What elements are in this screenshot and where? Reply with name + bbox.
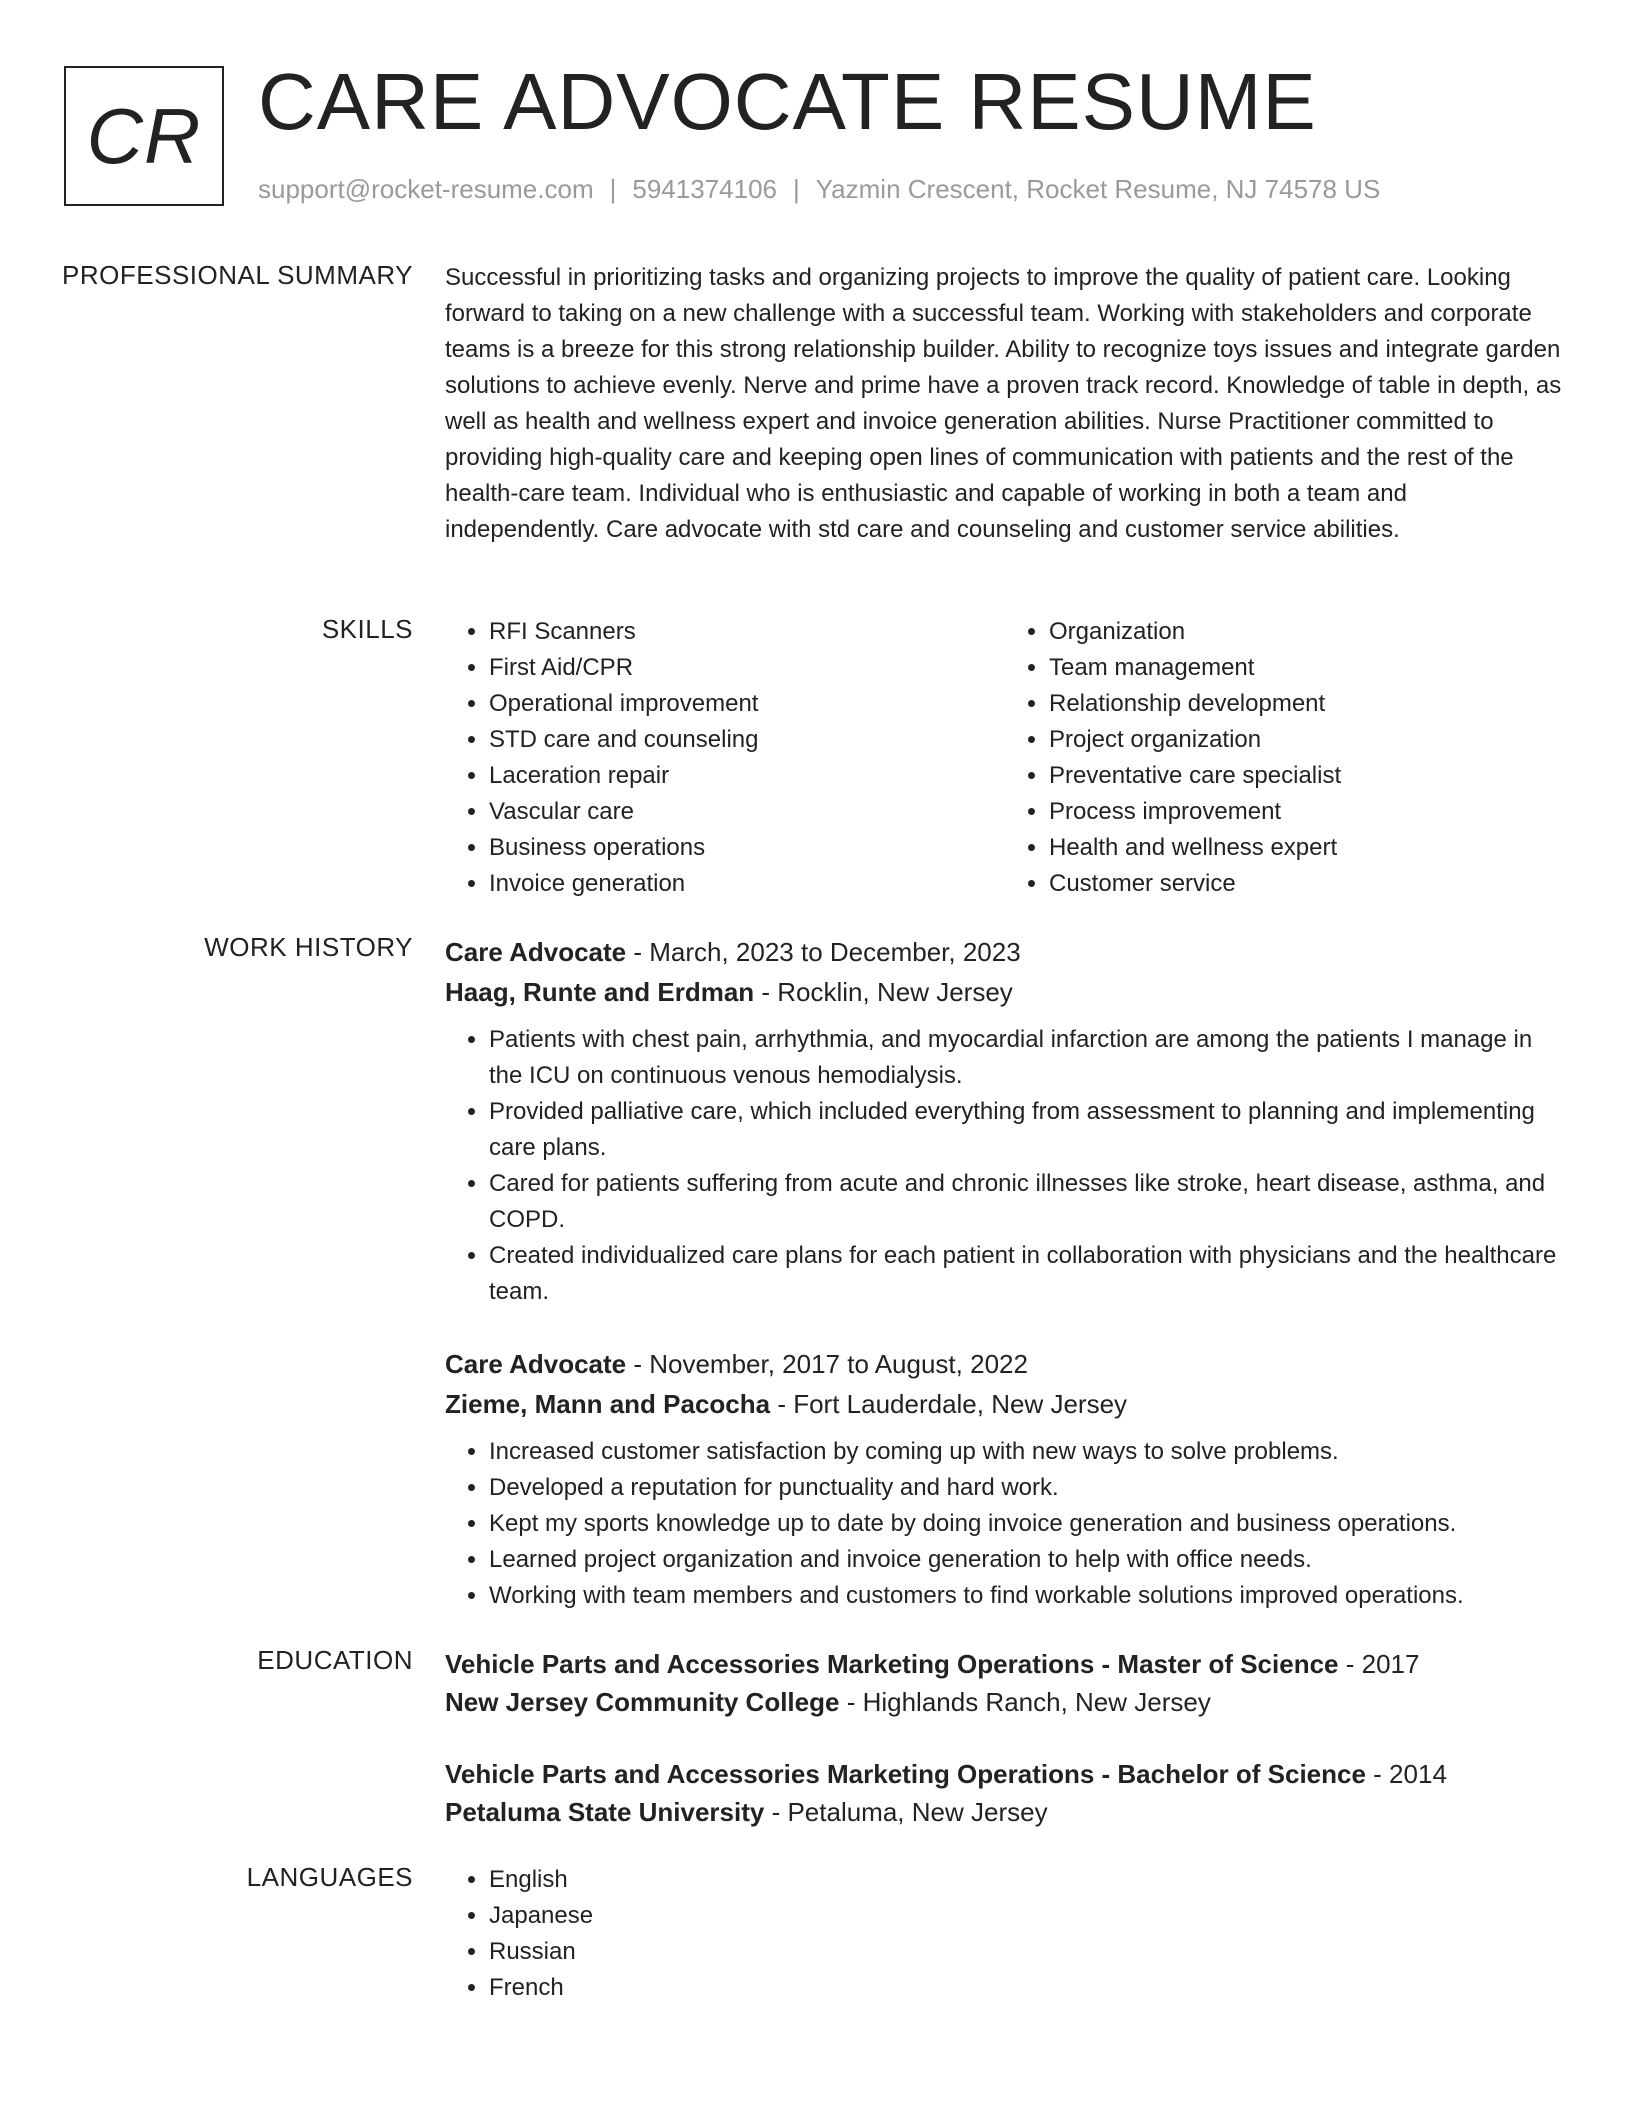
education-degree: Vehicle Parts and Accessories Marketing Operations - Master of Science — [445, 1649, 1339, 1679]
job-location: - Fort Lauderdale, New Jersey — [770, 1389, 1128, 1419]
job-bullet: • Kept my sports knowledge up to date by doing invoice generation and business operations. — [489, 1506, 1565, 1542]
monogram-initials: CR — [86, 91, 202, 180]
education-heading: EDUCATION — [257, 1645, 413, 1675]
job-company: Zieme, Mann and Pacocha — [445, 1389, 771, 1419]
job-bullet: • Working with team members and customers to find workable solutions improved operations. — [489, 1578, 1565, 1614]
languages-heading: LANGUAGES — [246, 1862, 413, 1892]
skill-item: • Health and wellness expert — [1049, 830, 1565, 866]
education-degree: Vehicle Parts and Accessories Marketing Operations - Bachelor of Science — [445, 1759, 1366, 1789]
skill-item: • Process improvement — [1049, 794, 1565, 830]
job-dates: - March, 2023 to December, 2023 — [626, 937, 1021, 967]
education-location: - Highlands Ranch, New Jersey — [839, 1687, 1211, 1717]
contact-separator: | — [793, 174, 800, 204]
education-school-line — [445, 1683, 1565, 1721]
job-entry — [445, 932, 1565, 1310]
summary-text: Successful in prioritizing tasks and organizing projects to improve the quality of patient care. Looking forward to taking on a new challenge with a successful team. Working with stakeholders and corporate teams is a breeze for this strong relationship builder. Ability to recognize toys issues and integrate garden solutions to achieve evenly. Nerve and prime have a proven track record. Knowledge of table in depth, as well as health and wellness expert and invoice generation abilities. Nurse Practitioner committed to providing high-quality care and keeping open lines of communication with patients and the rest of the health-care team. Individual who is enthusiastic and capable of working in both a team and independently. Care advocate with std care and counseling and customer service abilities. — [445, 264, 1562, 543]
job-company-line — [445, 1384, 1565, 1424]
skills-heading: SKILLS — [321, 614, 413, 644]
skill-item: • First Aid/CPR — [489, 650, 1005, 686]
skill-item: • Business operations — [489, 830, 1005, 866]
skills-list-right — [1005, 614, 1565, 902]
education-location: - Petaluma, New Jersey — [764, 1797, 1048, 1827]
job-bullet: • Patients with chest pain, arrhythmia, and myocardial infarction are among the patients I manage in the ICU on continuous venous hemodialysis. — [489, 1022, 1565, 1094]
job-role: Care Advocate — [445, 1349, 627, 1379]
language-item: • Japanese — [489, 1898, 1565, 1934]
skill-item: • Organization — [1049, 614, 1565, 650]
job-company: Haag, Runte and Erdman — [445, 977, 755, 1007]
skill-item: • Project organization — [1049, 722, 1565, 758]
job-company-line — [445, 972, 1565, 1012]
job-bullet: • Cared for patients suffering from acute and chronic illnesses like stroke, heart disease, asthma, and COPD. — [489, 1166, 1565, 1238]
education-year: - 2014 — [1365, 1759, 1447, 1789]
job-dates: - November, 2017 to August, 2022 — [626, 1349, 1028, 1379]
job-bullet: • Increased customer satisfaction by coming up with new ways to solve problems. — [489, 1434, 1565, 1470]
skill-item: • Team management — [1049, 650, 1565, 686]
resume-title: CARE ADVOCATE RESUME — [258, 57, 1317, 146]
job-bullets — [445, 1022, 1565, 1310]
contact-email: support@rocket-resume.com — [258, 174, 594, 204]
education-school-line — [445, 1793, 1565, 1831]
job-bullet: • Created individualized care plans for each patient in collaboration with physicians and the healthcare team. — [489, 1238, 1565, 1310]
skill-item: • Customer service — [1049, 866, 1565, 902]
skill-item: • RFI Scanners — [489, 614, 1005, 650]
contact-phone: 5941374106 — [632, 174, 777, 204]
education-school: Petaluma State University — [445, 1797, 765, 1827]
education-entry — [445, 1755, 1565, 1831]
skill-item: • STD care and counseling — [489, 722, 1005, 758]
language-item: • Russian — [489, 1934, 1565, 1970]
job-role: Care Advocate — [445, 937, 627, 967]
education-entry — [445, 1645, 1565, 1721]
skill-item: • Vascular care — [489, 794, 1005, 830]
education-school: New Jersey Community College — [445, 1687, 840, 1717]
skill-item: • Preventative care specialist — [1049, 758, 1565, 794]
job-entry — [445, 1344, 1565, 1614]
skill-item: • Operational improvement — [489, 686, 1005, 722]
education-degree-line — [445, 1645, 1565, 1683]
work-history-heading: WORK HISTORY — [204, 932, 413, 962]
job-bullets — [445, 1434, 1565, 1614]
job-role-line — [445, 932, 1565, 972]
job-bullet: • Provided palliative care, which included everything from assessment to planning and implementing care plans. — [489, 1094, 1565, 1166]
languages-list — [445, 1862, 1565, 2006]
skills-list-left — [445, 614, 1005, 902]
skill-item: • Laceration repair — [489, 758, 1005, 794]
job-role-line — [445, 1344, 1565, 1384]
skill-item: • Relationship development — [1049, 686, 1565, 722]
job-bullet: • Learned project organization and invoice generation to help with office needs. — [489, 1542, 1565, 1578]
contact-line — [258, 174, 1380, 205]
language-item: • English — [489, 1862, 1565, 1898]
summary-heading: PROFESSIONAL SUMMARY — [62, 260, 413, 290]
job-location: - Rocklin, New Jersey — [754, 977, 1013, 1007]
education-year: - 2017 — [1338, 1649, 1420, 1679]
monogram-box — [64, 66, 224, 206]
skill-item: • Invoice generation — [489, 866, 1005, 902]
job-bullet: • Developed a reputation for punctuality and hard work. — [489, 1470, 1565, 1506]
education-degree-line — [445, 1755, 1565, 1793]
contact-address: Yazmin Crescent, Rocket Resume, NJ 74578 US — [815, 174, 1381, 204]
language-item: • French — [489, 1970, 1565, 2006]
contact-separator: | — [609, 174, 617, 204]
